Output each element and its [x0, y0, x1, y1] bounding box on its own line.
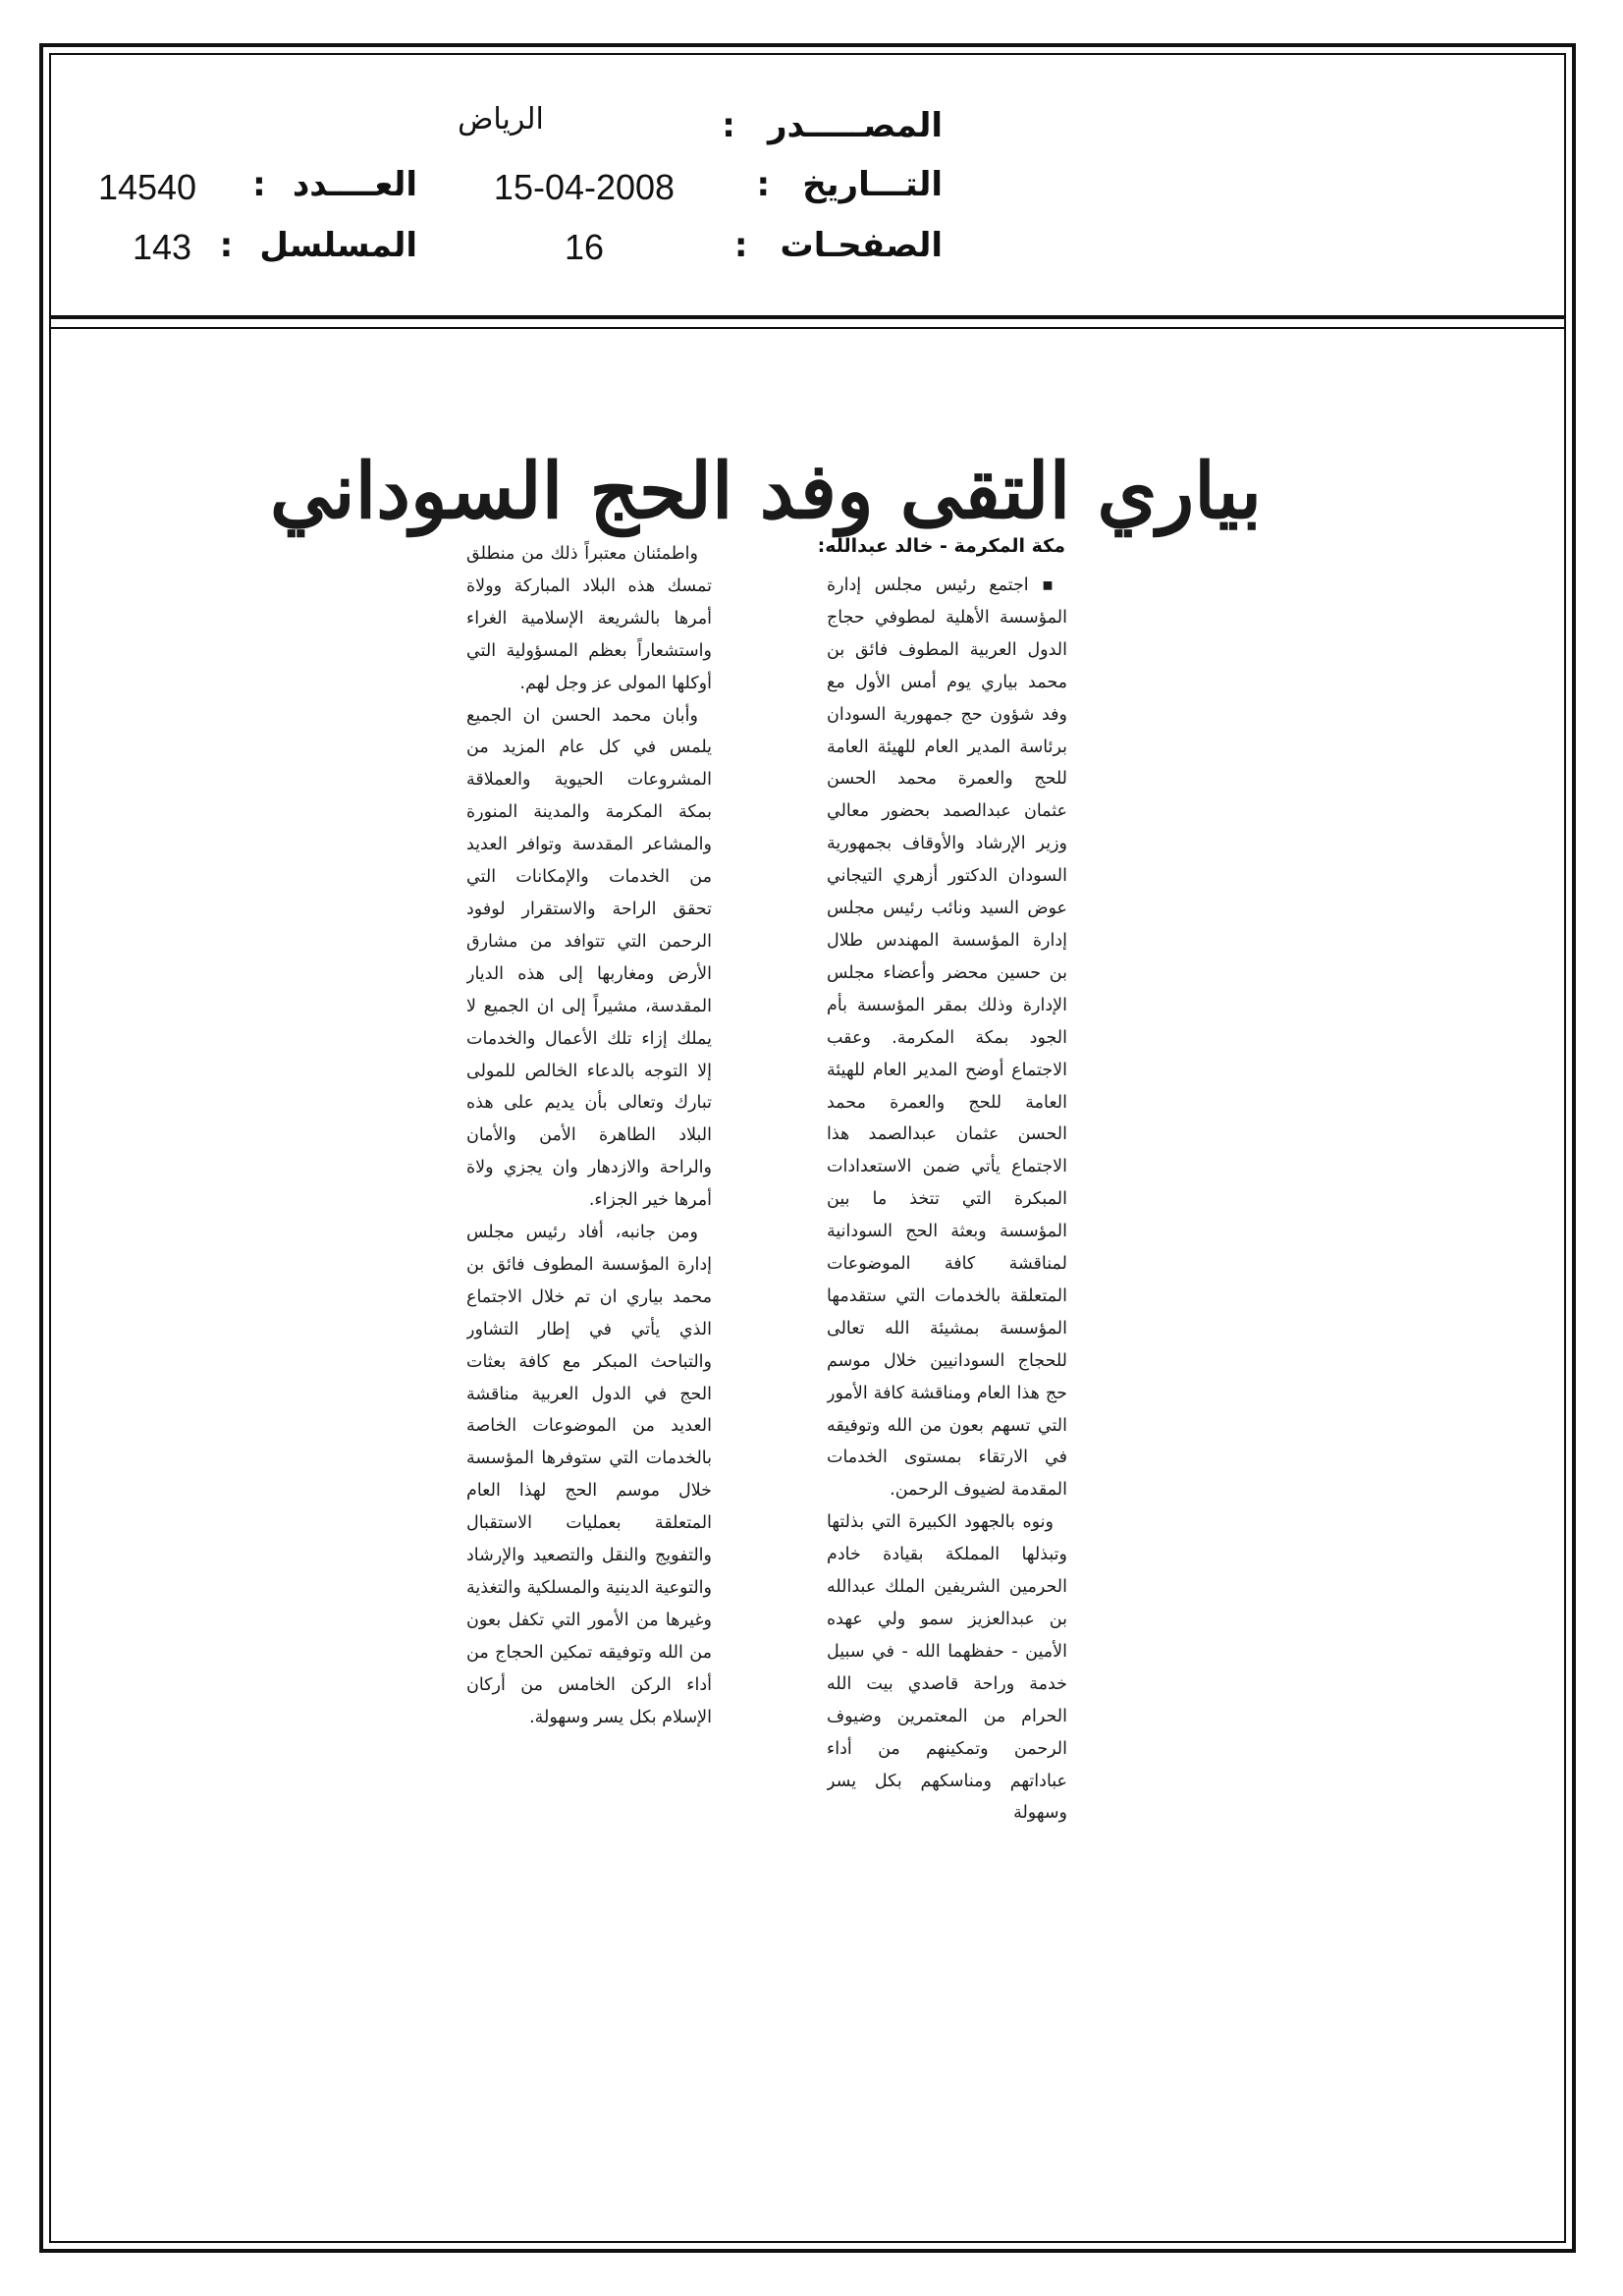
- pages-label: الصفحـات: [780, 226, 943, 265]
- header-divider: [49, 315, 1566, 319]
- date-value: 15-04-2008: [493, 167, 676, 207]
- date-row: [687, 165, 943, 214]
- paragraph: ▪ اجتمع رئيس مجلس إدارة المؤسسة الأهلية لمطوفي حجاج الدول العربية المطوف فائق بن محمد بياري يوم أمس الأول مع وفد شؤون حج جمهورية السودان برئاسة المدير العام للهيئة العامة للحج والعمرة محمد الحسن عثمان عبدالصمد بحضور معالي وزير الإرشاد والأوقاف بجمهورية السودان الدكتور أزهري التيجاني عوض السيد ونائب رئيس مجلس إدارة المؤسسة المهندس طلال بن حسين محضر وأعضاء مجلس الإدارة وذلك بمقر المؤسسة بأم الجود بمكة المكرمة. وعقب الاجتماع أوضح المدير العام للهيئة العامة للحج والعمرة محمد الحسن عثمان عبدالصمد هذا الاجتماع يأتي ضمن الاستعدادات المبكرة التي تتخذ ما بين المؤسسة وبعثة الحج السودانية لمناقشة كافة الموضوعات المتعلقة بالخدمات التي ستقدمها المؤسسة بمشيئة الله تعالى للحجاج السودانيين خلال موسم حج هذا العام ومناقشة كافة الأمور التي تسهم بعون من الله وتوفيقه في الارتقاء بمستوى الخدمات المقدمة لضيوف الرحمن.: [827, 575, 1067, 1501]
- source-row: [687, 106, 943, 155]
- serial-value: 143: [132, 227, 192, 267]
- paragraph: وأبان محمد الحسن ان الجميع يلمس في كل عام المزيد من المشروعات الحيوية والعملاقة بمكة المكرمة والمدينة المنورة والمشاعر المقدسة وتوافر العديد من الخدمات والإمكانات التي تحقق الراحة والاستقرار لوفود الرحمن التي تتوافد من مشارق الأرض ومغاربها إلى هذه الديار المقدسة، مشيراً إلى ان الجميع لا يملك إزاء تلك الأعمال والخدمات إلا التوجه بالدعاء الخالص للمولى تبارك وتعالى بأن يديم على هذه البلاد الطاهرة الأمن والأمان والراحة والازدهار وان يجزي ولاة أمرها خير الجزاء.: [466, 705, 712, 1211]
- issue-colon: :: [252, 165, 266, 204]
- date-colon: :: [756, 165, 771, 204]
- pages-value: 16: [564, 227, 605, 267]
- paragraph: واطمئنان معتبراً ذلك من منطلق تمسك هذه البلاد المباركة وولاة أمرها بالشريعة الإسلامية الغراء واستشعاراً بعظم المسؤولية التي أوكلها المولى عز وجل لهم.: [466, 544, 712, 693]
- article-column-left: [466, 538, 712, 1815]
- source-value: الرياض: [458, 102, 544, 137]
- serial-row: [219, 226, 417, 275]
- article-headline: بياري التقى وفد الحج السوداني: [269, 446, 1263, 536]
- paragraph: ومن جانبه، أفاد رئيس مجلس إدارة المؤسسة المطوف فائق بن محمد بياري ان تم خلال الاجتماع الذي يأتي في إطار التشاور والتباحث المبكر مع كافة بعثات الحج في الدول العربية مناقشة العديد من الموضوعات الخاصة بالخدمات التي ستوفرها المؤسسة خلال موسم الحج لهذا العام المتعلقة بعمليات الاستقبال والتفويج والنقل والتصعيد والإرشاد والتوعية الدينية والمسلكية والتغذية وغيرها من الأمور التي تكفل بعون من الله وتوفيقه تمكين الحجاج من أداء الركن الخامس من أركان الإسلام بكل يسر وسهولة.: [466, 1223, 712, 1727]
- serial-label: المسلسل: [259, 226, 417, 265]
- source-colon: :: [722, 106, 735, 145]
- issue-row: [252, 165, 417, 214]
- source-label: المصـــــدر: [767, 106, 943, 145]
- pages-row: [687, 226, 943, 275]
- article-column-right: [827, 570, 1067, 1846]
- article-byline: مكة المكرمة - خالد عبدالله:: [817, 535, 1065, 557]
- paragraph: ونوه بالجهود الكبيرة التي بذلتها وتبذلها المملكة بقيادة خادم الحرمين الشريفين الملك عبدالله بن عبدالعزيز سمو ولي عهده الأمين - حفظهما الله - في سبيل خدمة وراحة قاصدي بيت الله الحرام من المعتمرين وضيوف الرحمن وتمكينهم من أداء عباداتهم ومناسكهم بكل يسر وسهولة: [827, 1512, 1067, 1824]
- header-divider-inner: [49, 327, 1566, 329]
- pages-colon: :: [733, 226, 748, 265]
- issue-value: 14540: [97, 167, 197, 207]
- issue-label: العــــدد: [292, 165, 417, 204]
- inner-frame: [49, 53, 1566, 2243]
- serial-colon: :: [219, 226, 234, 265]
- date-label: التـــاريخ: [802, 165, 943, 204]
